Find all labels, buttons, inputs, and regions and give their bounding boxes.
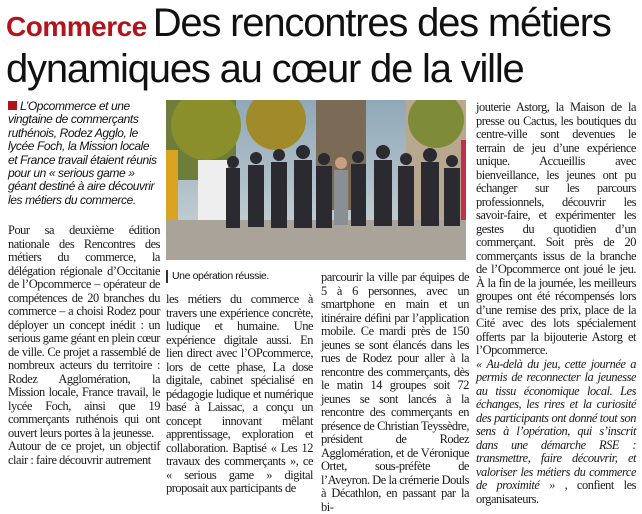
photo-caption: Une opération réussie.: [166, 270, 269, 283]
article-photo: [166, 100, 466, 260]
crowd-photo-illustration: [166, 100, 466, 260]
article-title: Des rencontres des métiers dynamiques au cœur de la ville: [6, 1, 611, 91]
organizers-quote: « Au-delà du jeu, cette journée a permis de reconnecter la jeunesse au tissu économique local. Les échanges, les rires et la curiosité des participants ont donné tout son sens à l’opération, qui s’inscrit dans une démarche RSE : transmettre, faire découvrir, et valoriser les métiers du commerce de proximité »: [476, 356, 636, 492]
headline: [6, 2, 642, 91]
red-square-icon: [8, 101, 17, 110]
paragraph: parcourir la ville par équipes de 5 à 6 personnes, avec un smartphone en main et un itinéraire défini par l’application mobile. Ce mardi près de 150 jeunes se sont élancés dans les rues de Rodez pour aller à la rencontre des commerçants, dès le matin 14 groupes soit 72 jeunes se sont lancés à la rencontre des commerçants en présence de Christian Teyssèdre, président de Rodez Agglomération, et de Véronique Ortet, sous-préfète de l’Aveyron. De la crémerie Douls à Décathlon, en passant par la bi-: [321, 270, 469, 514]
lead-text: L’Opcommerce et une vingtaine de commerçants ruthénois, Rodez Agglo, le lycée Foch, la Mission locale et France travail étaient réunis pour un « serious game » géant destiné à aire découvrir les métiers du commerce.: [8, 99, 157, 207]
column-4: [476, 101, 636, 506]
section-kicker: Commerce: [6, 11, 147, 42]
quote-attribution: , confient les organisateurs.: [476, 478, 636, 506]
column-2: [166, 293, 313, 496]
paragraph: [476, 358, 636, 507]
article-lead: [8, 100, 160, 207]
column-3: [321, 271, 469, 514]
column-1: [8, 224, 160, 467]
paragraph: jouterie Astorg, la Maison de la presse ou Cactus, les boutiques du centre-ville sont devenues le terrain de jeu d’une expérience unique. Accueillis avec bienveillance, les jeunes ont pu échanger sur les parcours professionnels, découvrir les savoir-faire, et expérimenter les gestes du quotidien d’un commerçant. Soit près de 20 commerçants issus de la branche de l’Opcommerce ont joué le jeu. À la fin de la journée, les meilleurs groupes ont été récompensés lors d’une remise des prix, place de la Cité avec des lots spécialement offerts par la bijouterie Astorg et l’Opcommerce.: [476, 100, 636, 357]
paragraph: Autour de ce projet, un objectif clair : faire découvrir autrement: [8, 439, 160, 467]
paragraph: Pour sa deuxième édition nationale des Rencontres des métiers du commerce, la délégation régionale d’Occitanie de l’Opcommerce – opérateur de compétences de 20 branches du commerce – a choisi Rodez pour déployer un concept inédit : un serious game géant en plein cœur de ville. Ce projet a rassemblé de nombreux acteurs du territoire : Rodez Agglomération, la Mission locale, France travail, le lycée Foch, ainsi que 19 commerçants ruthénois qui ont ouvert leurs portes à la jeunesse.: [8, 223, 160, 440]
paragraph: les métiers du commerce à travers une expérience concrète, ludique et humaine. Une expérience digitale aussi. En lien direct avec l’OPcommerce, lors de cette phase, La dose digitale, cabinet spécialisé en pédagogie ludique et numérique basé à Laissac, a conçu un concept innovant mêlant apprentissage, exploration et collaboration. Baptisé « Les 12 travaux des commerçants », ce « serious game » digital proposait aux participants de: [166, 292, 313, 495]
